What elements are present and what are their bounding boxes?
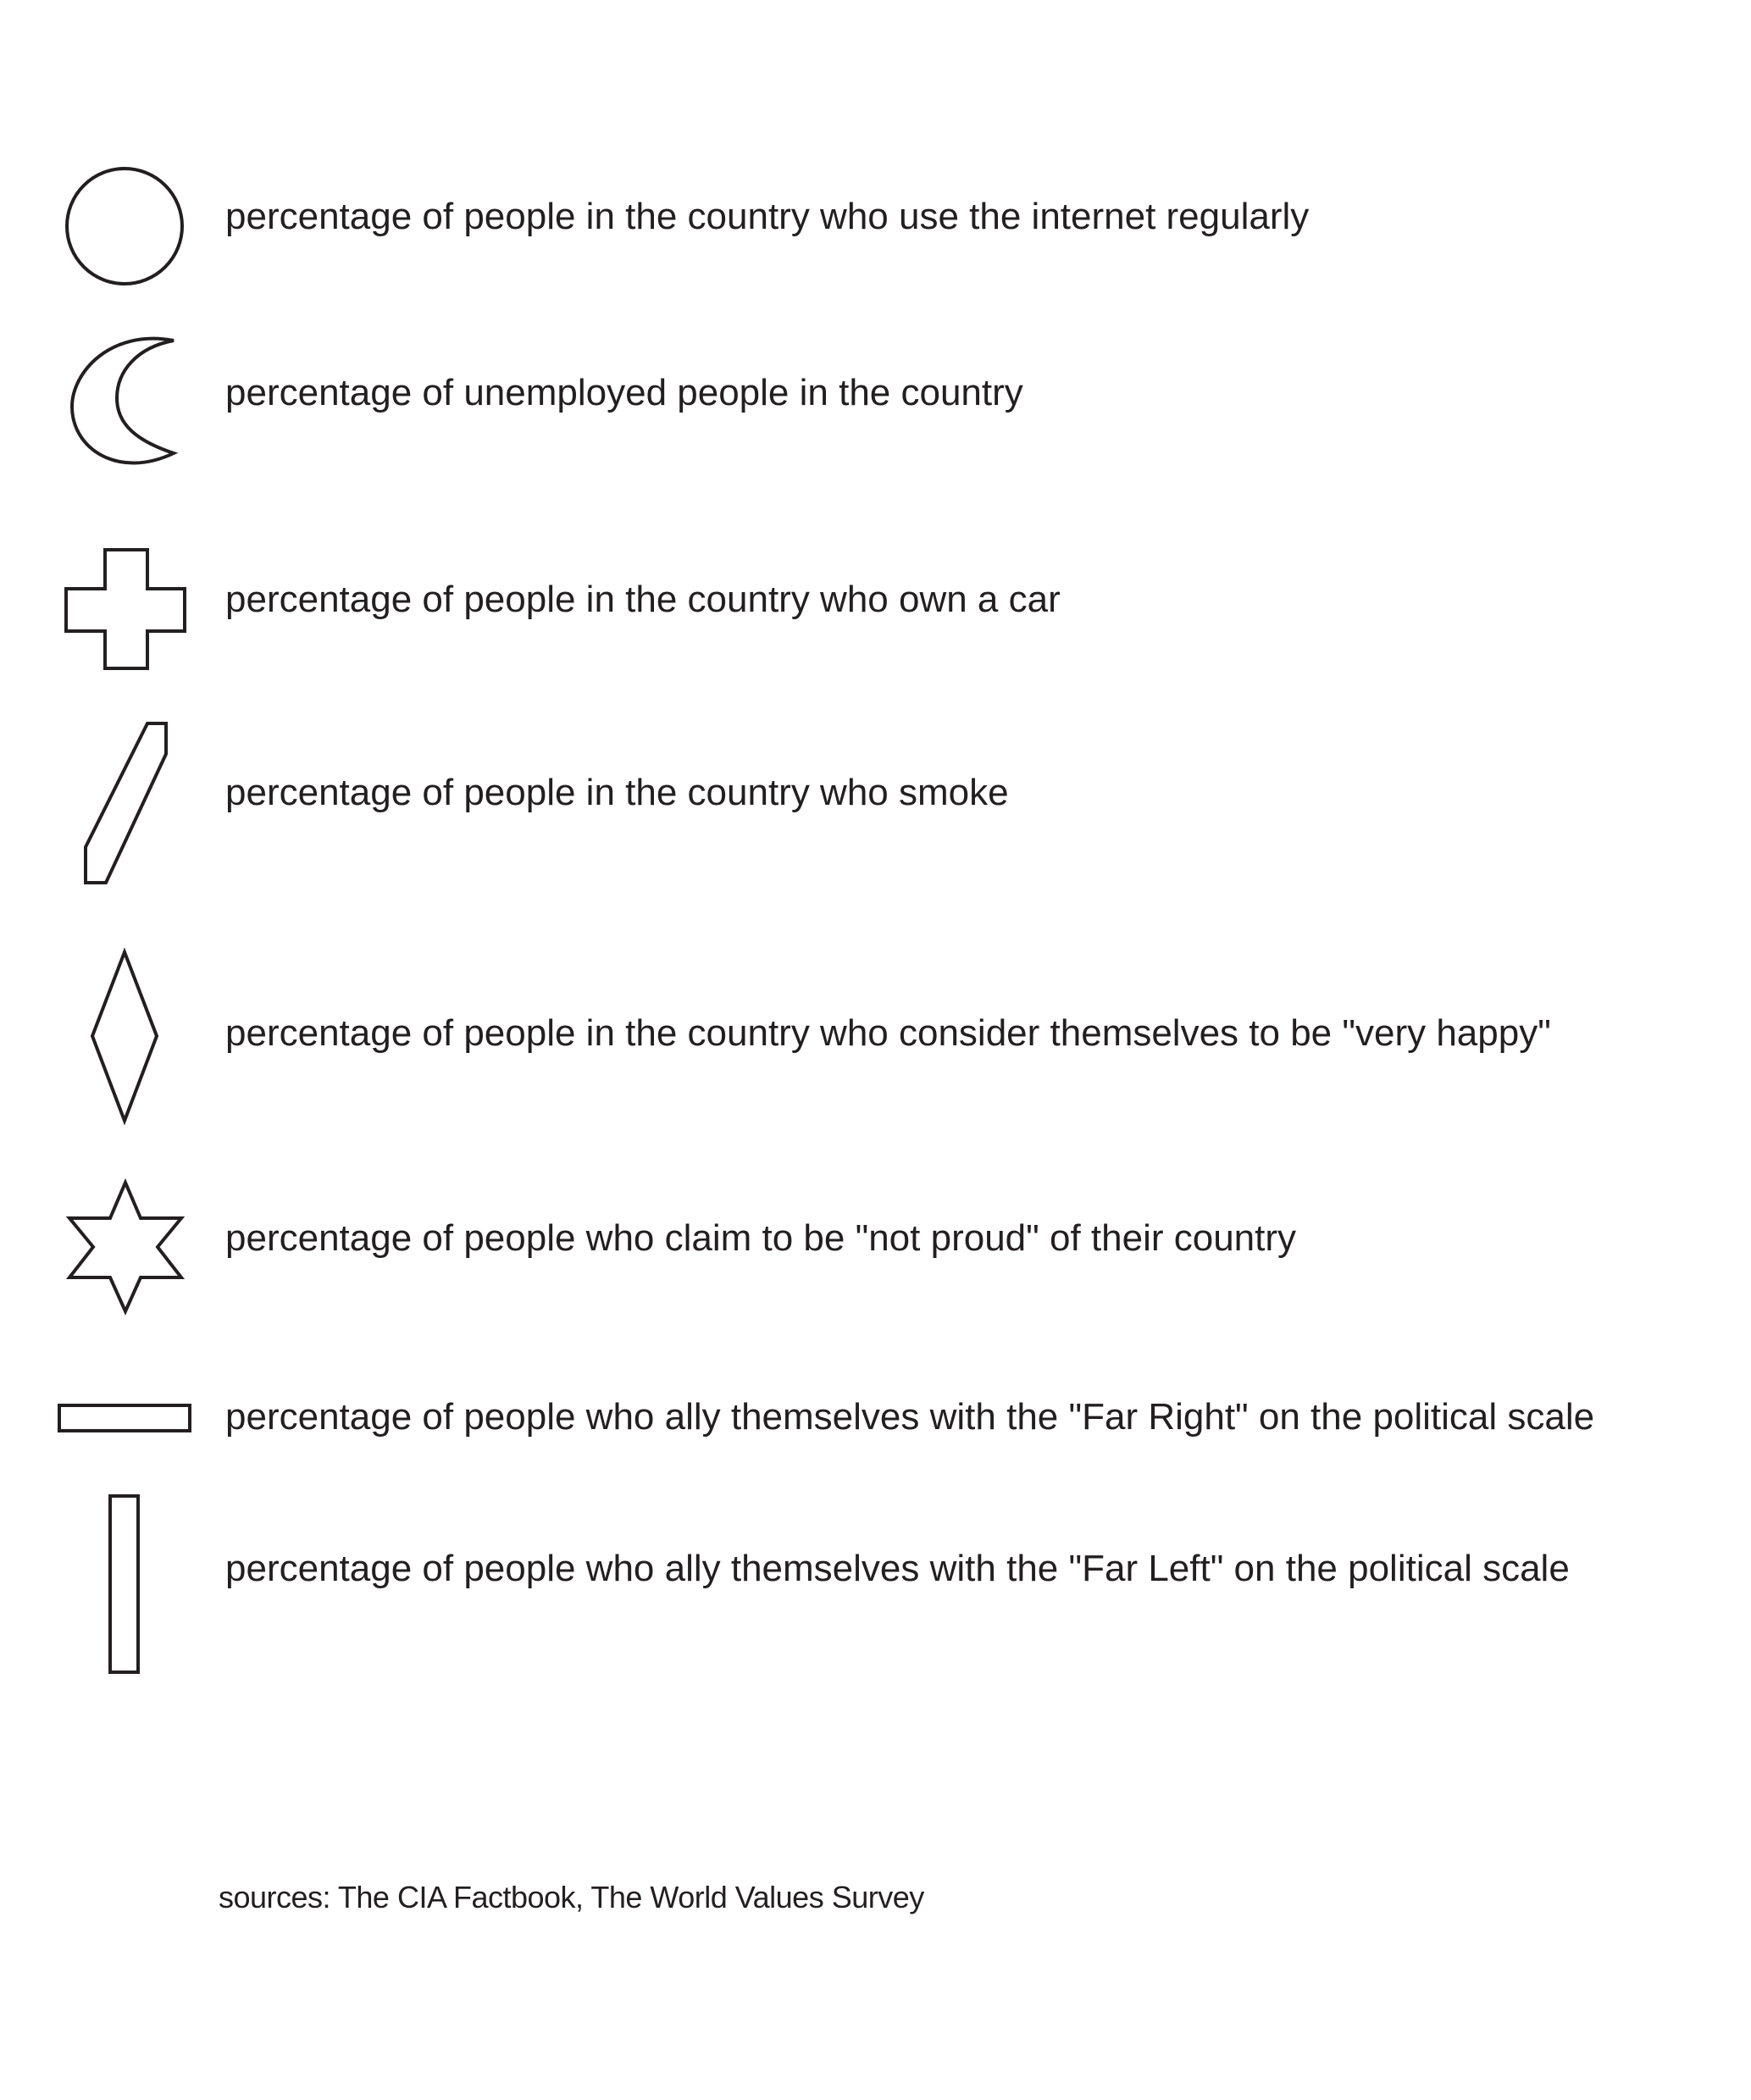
legend-label-smoke: percentage of people in the country who smoke bbox=[225, 772, 1009, 813]
slash-icon bbox=[80, 720, 174, 889]
vertical-bar-icon bbox=[107, 1493, 144, 1679]
legend-label-far-left: percentage of people who ally themselves with the "Far Left" on the political scale bbox=[225, 1548, 1570, 1589]
legend-label-far-right: percentage of people who ally themselves with the "Far Right" on the political scale bbox=[225, 1396, 1595, 1438]
crescent-icon bbox=[68, 330, 186, 474]
legend-label-not-proud: percentage of people who claim to be "not proud" of their country bbox=[225, 1217, 1297, 1259]
legend-label-happy: percentage of people in the country who consider themselves to be "very happy" bbox=[225, 1012, 1551, 1054]
star-icon bbox=[59, 1177, 195, 1322]
diamond-icon bbox=[89, 949, 165, 1127]
legend-label-unemployed: percentage of unemployed people in the country bbox=[225, 372, 1023, 413]
circle-icon bbox=[59, 161, 186, 288]
legend-label-car: percentage of people in the country who own a car bbox=[225, 579, 1061, 620]
sources-note: sources: The CIA Factbook, The World Values Survey bbox=[219, 1880, 924, 1914]
horizontal-bar-icon bbox=[56, 1402, 195, 1436]
legend-label-internet: percentage of people in the country who use the internet regularly bbox=[225, 196, 1310, 237]
cross-icon bbox=[63, 546, 190, 673]
